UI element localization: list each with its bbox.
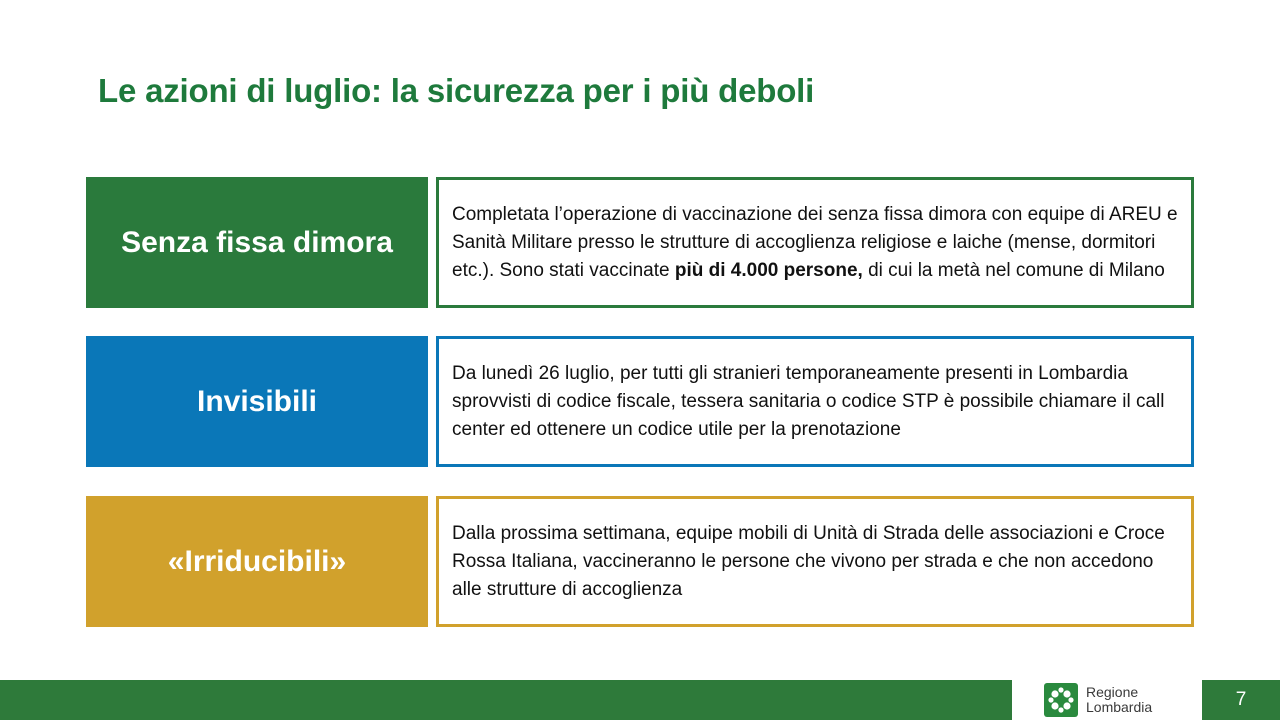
footer-logo (1012, 680, 1202, 720)
description-box-irriducibili (436, 496, 1194, 627)
description-text (452, 201, 1178, 285)
label-text: Invisibili (196, 384, 318, 418)
label-text: «Irriducibili» (167, 544, 347, 578)
rosa-camuna-svg (1047, 686, 1075, 714)
description-bold-text: più di 4.000 persone, (674, 259, 863, 281)
label-invisibili (86, 336, 428, 467)
logo-text-line1: Regione (1086, 684, 1139, 700)
description-box-senza-fissa-dimora (436, 177, 1194, 308)
page-number: 7 (1202, 680, 1280, 720)
description-text-part: Completata l’operazione di vaccinazione dei senza fissa dimora con equipe di AREU e Sanità Militare presso le strutture di accoglienza religiose e laiche (mense, dormitori etc.). Sono stati vaccinate (452, 203, 1178, 281)
description-text: Dalla prossima settimana, equipe mobili di Unità di Strada delle associazioni e Croce Rossa Italiana, vaccineranno le persone che vivono per strada e che non accedono alle strutture di accoglienza (452, 522, 1165, 600)
logo-text (1086, 685, 1152, 715)
description-box-invisibili (436, 336, 1194, 467)
slide-title: Le azioni di luglio: la sicurezza per i più deboli (98, 72, 815, 109)
footer-bar (0, 680, 1012, 720)
logo-text-line2: Lombardia (1086, 699, 1153, 715)
label-text: Senza fissa dimora (121, 225, 393, 259)
description-text: Da lunedì 26 luglio, per tutti gli stranieri temporaneamente presenti in Lombardia sprovvisti di codice fiscale, tessera sanitaria o codice STP è possibile chiamare il call center ed ottenere un codice utile per la prenotazione (452, 362, 1165, 440)
regione-lombardia-rosa-camuna-icon (1044, 683, 1078, 717)
description-text-part: di cui la metà nel comune di Milano (862, 259, 1165, 281)
label-senza-fissa-dimora (86, 177, 428, 308)
label-irriducibili (86, 496, 428, 627)
